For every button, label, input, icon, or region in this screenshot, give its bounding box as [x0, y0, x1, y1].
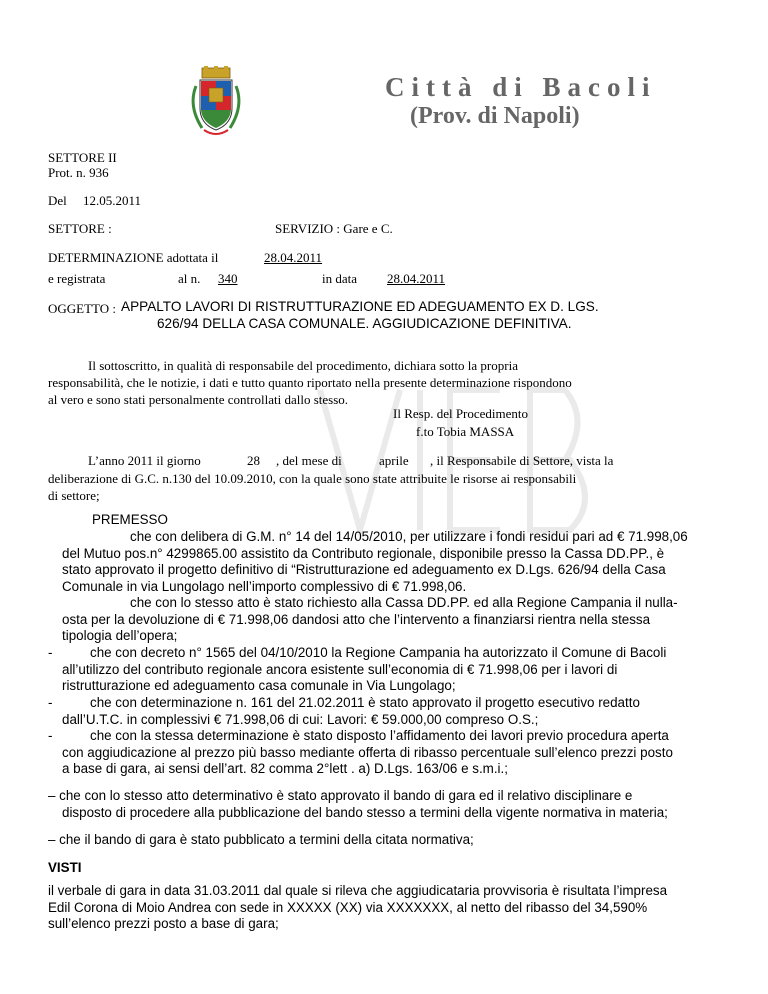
paragraph-line: tipologia dell’opera; — [62, 628, 178, 644]
province-title: (Prov. di Napoli) — [410, 103, 580, 129]
in-data-label: in data — [322, 271, 358, 286]
paragraph-line: osta per la devoluzione di € 71.998,06 dandosi atto che l’intervento a finanziarsi rientra nella stessa — [62, 611, 651, 627]
registration-date: 28.04.2011 — [387, 271, 446, 286]
paragraph-line: all’utilizzo del contributo regionale ancora esistente sull’economia di € 71.998,06 per i lavori di — [62, 661, 618, 677]
oggetto-label: OGGETTO : — [48, 301, 117, 316]
visti-heading: VISTI — [48, 860, 82, 875]
declaration-paragraph — [48, 357, 714, 408]
signature-title: Il Resp. del Procedimento — [393, 406, 529, 421]
oggetto-line-2: 626/94 DELLA CASA COMUNALE. AGGIUDICAZIONE DEFINITIVA. — [157, 316, 572, 331]
paragraph-line: Edil Corona di Moio Andrea con sede in XXXXX (XX) via XXXXXXX, al netto del ribasso del 34,590% — [48, 899, 648, 915]
paragraph-line: stato approvato il progetto definitivo di “Ristrutturazione ed adeguamento ex D.Lgs. 626/94 della Casa — [62, 562, 666, 578]
municipal-coat-of-arms-icon — [186, 66, 246, 138]
determinazione-date: 28.04.2011 — [264, 250, 323, 265]
list-dash: - — [48, 645, 53, 660]
premesso-heading: PREMESSO — [92, 512, 168, 527]
paragraph-line: del Mutuo pos.n° 4299865.00 assistito da Contributo regionale, disponibile presso la Cassa DD.PP., è — [62, 545, 665, 561]
signature-name: f.to Tobia MASSA — [416, 424, 515, 439]
premesso-paragraph-6 — [48, 788, 714, 821]
list-dash: - — [48, 695, 53, 710]
paragraph-line: che con lo stesso atto è stato richiesto alla Cassa DD.PP. ed alla Regione Campania il nulla- — [130, 595, 678, 610]
intro-line: di settore; — [48, 488, 100, 503]
paragraph-line: il verbale di gara in data 31.03.2011 dal quale si rileva che aggiudicataria provvisoria è risultata l’impresa — [48, 883, 668, 898]
determinazione-label: DETERMINAZIONE adottata il — [48, 250, 219, 265]
list-dash: - — [48, 728, 53, 743]
protocol-number: Prot. n. 936 — [48, 165, 109, 180]
paragraph-line: – che con lo stesso atto determinativo è stato approvato il bando di gara ed il relativo disciplinare e — [48, 788, 633, 803]
premesso-paragraph-4 — [62, 695, 714, 728]
paragraph-line: ristrutturazione ed adeguamento casa comunale in Via Lungolago; — [62, 678, 456, 694]
intro-year: L’anno 2011 il giorno — [88, 453, 201, 468]
al-n-label: al n. — [178, 271, 201, 286]
paragraph-line: che con la stessa determinazione è stato disposto l’affidamento dei lavori previo procedura aperta — [90, 728, 669, 743]
premesso-paragraph-7: – che il bando di gara è stato pubblicato a termini della citata normativa; — [48, 832, 474, 847]
oggetto-line-1: APPALTO LAVORI DI RISTRUTTURAZIONE ED ADEGUAMENTO EX D. LGS. — [121, 299, 599, 314]
paragraph-line: che con delibera di G.M. n° 14 del 14/05/2010, per utilizzare i fondi residui pari ad € 71.998,06 — [130, 529, 688, 544]
del-label: Del — [48, 193, 67, 208]
registrata-label: e registrata — [48, 271, 106, 286]
paragraph-line: Comunale in via Lungolago nell’importo complessivo di € 71.998,06. — [62, 578, 467, 594]
declaration-line: responsabilità, che le notizie, i dati e tutto quanto riportato nella presente determinazione rispondono — [48, 375, 572, 390]
servizio-label: SERVIZIO : Gare e C. — [275, 221, 393, 236]
intro-month-label: , del mese di — [276, 453, 342, 468]
settore-number: SETTORE II — [48, 150, 117, 165]
paragraph-line: con aggiudicazione al prezzo più basso mediante offerta di ribasso percentuale sull’elenco prezzi posto — [62, 744, 673, 760]
del-date: 12.05.2011 — [83, 193, 142, 208]
intro-responsabile: , il Responsabile di Settore, vista la — [430, 453, 614, 468]
registration-number: 340 — [218, 271, 238, 286]
declaration-line: al vero e sono stati personalmente controllati dallo stesso. — [48, 392, 349, 407]
premesso-paragraph-1 — [62, 529, 714, 595]
city-title: Città di Bacoli — [385, 72, 657, 102]
declaration-line: Il sottoscritto, in qualità di responsabile del procedimento, dichiara sotto la propria — [88, 358, 518, 373]
paragraph-line: sull’elenco prezzi posto a base di gara; — [48, 916, 279, 932]
intro-day: 28 — [247, 453, 260, 468]
settore-label: SETTORE : — [48, 221, 112, 236]
paragraph-line: che con determinazione n. 161 del 21.02.2011 è stato approvato il progetto esecutivo redatto — [90, 695, 640, 710]
intro-line: deliberazione di G.C. n.130 del 10.09.2010, con la quale sono state attribuite le risorse ai responsabili — [48, 471, 577, 486]
visti-paragraph — [48, 883, 714, 933]
premesso-paragraph-5 — [62, 728, 714, 778]
paragraph-line: dall’U.T.C. in complessivi € 71.998,06 di cui: Lavori: € 59.000,00 compreso O.S.; — [62, 711, 539, 727]
premesso-paragraph-3 — [62, 645, 714, 695]
intro-paragraph — [48, 470, 714, 504]
paragraph-line: disposto di procedere alla pubblicazione del bando stesso a termini della vigente normativa in materia; — [62, 804, 668, 820]
paragraph-line: che con decreto n° 1565 del 04/10/2010 la Regione Campania ha autorizzato il Comune di Bacoli — [90, 645, 667, 660]
intro-month: aprile — [379, 453, 409, 468]
premesso-paragraph-2 — [62, 595, 714, 645]
paragraph-line: a base di gara, ai sensi dell’art. 82 comma 2°lett . a) D.Lgs. 163/06 e s.m.i.; — [62, 761, 508, 777]
